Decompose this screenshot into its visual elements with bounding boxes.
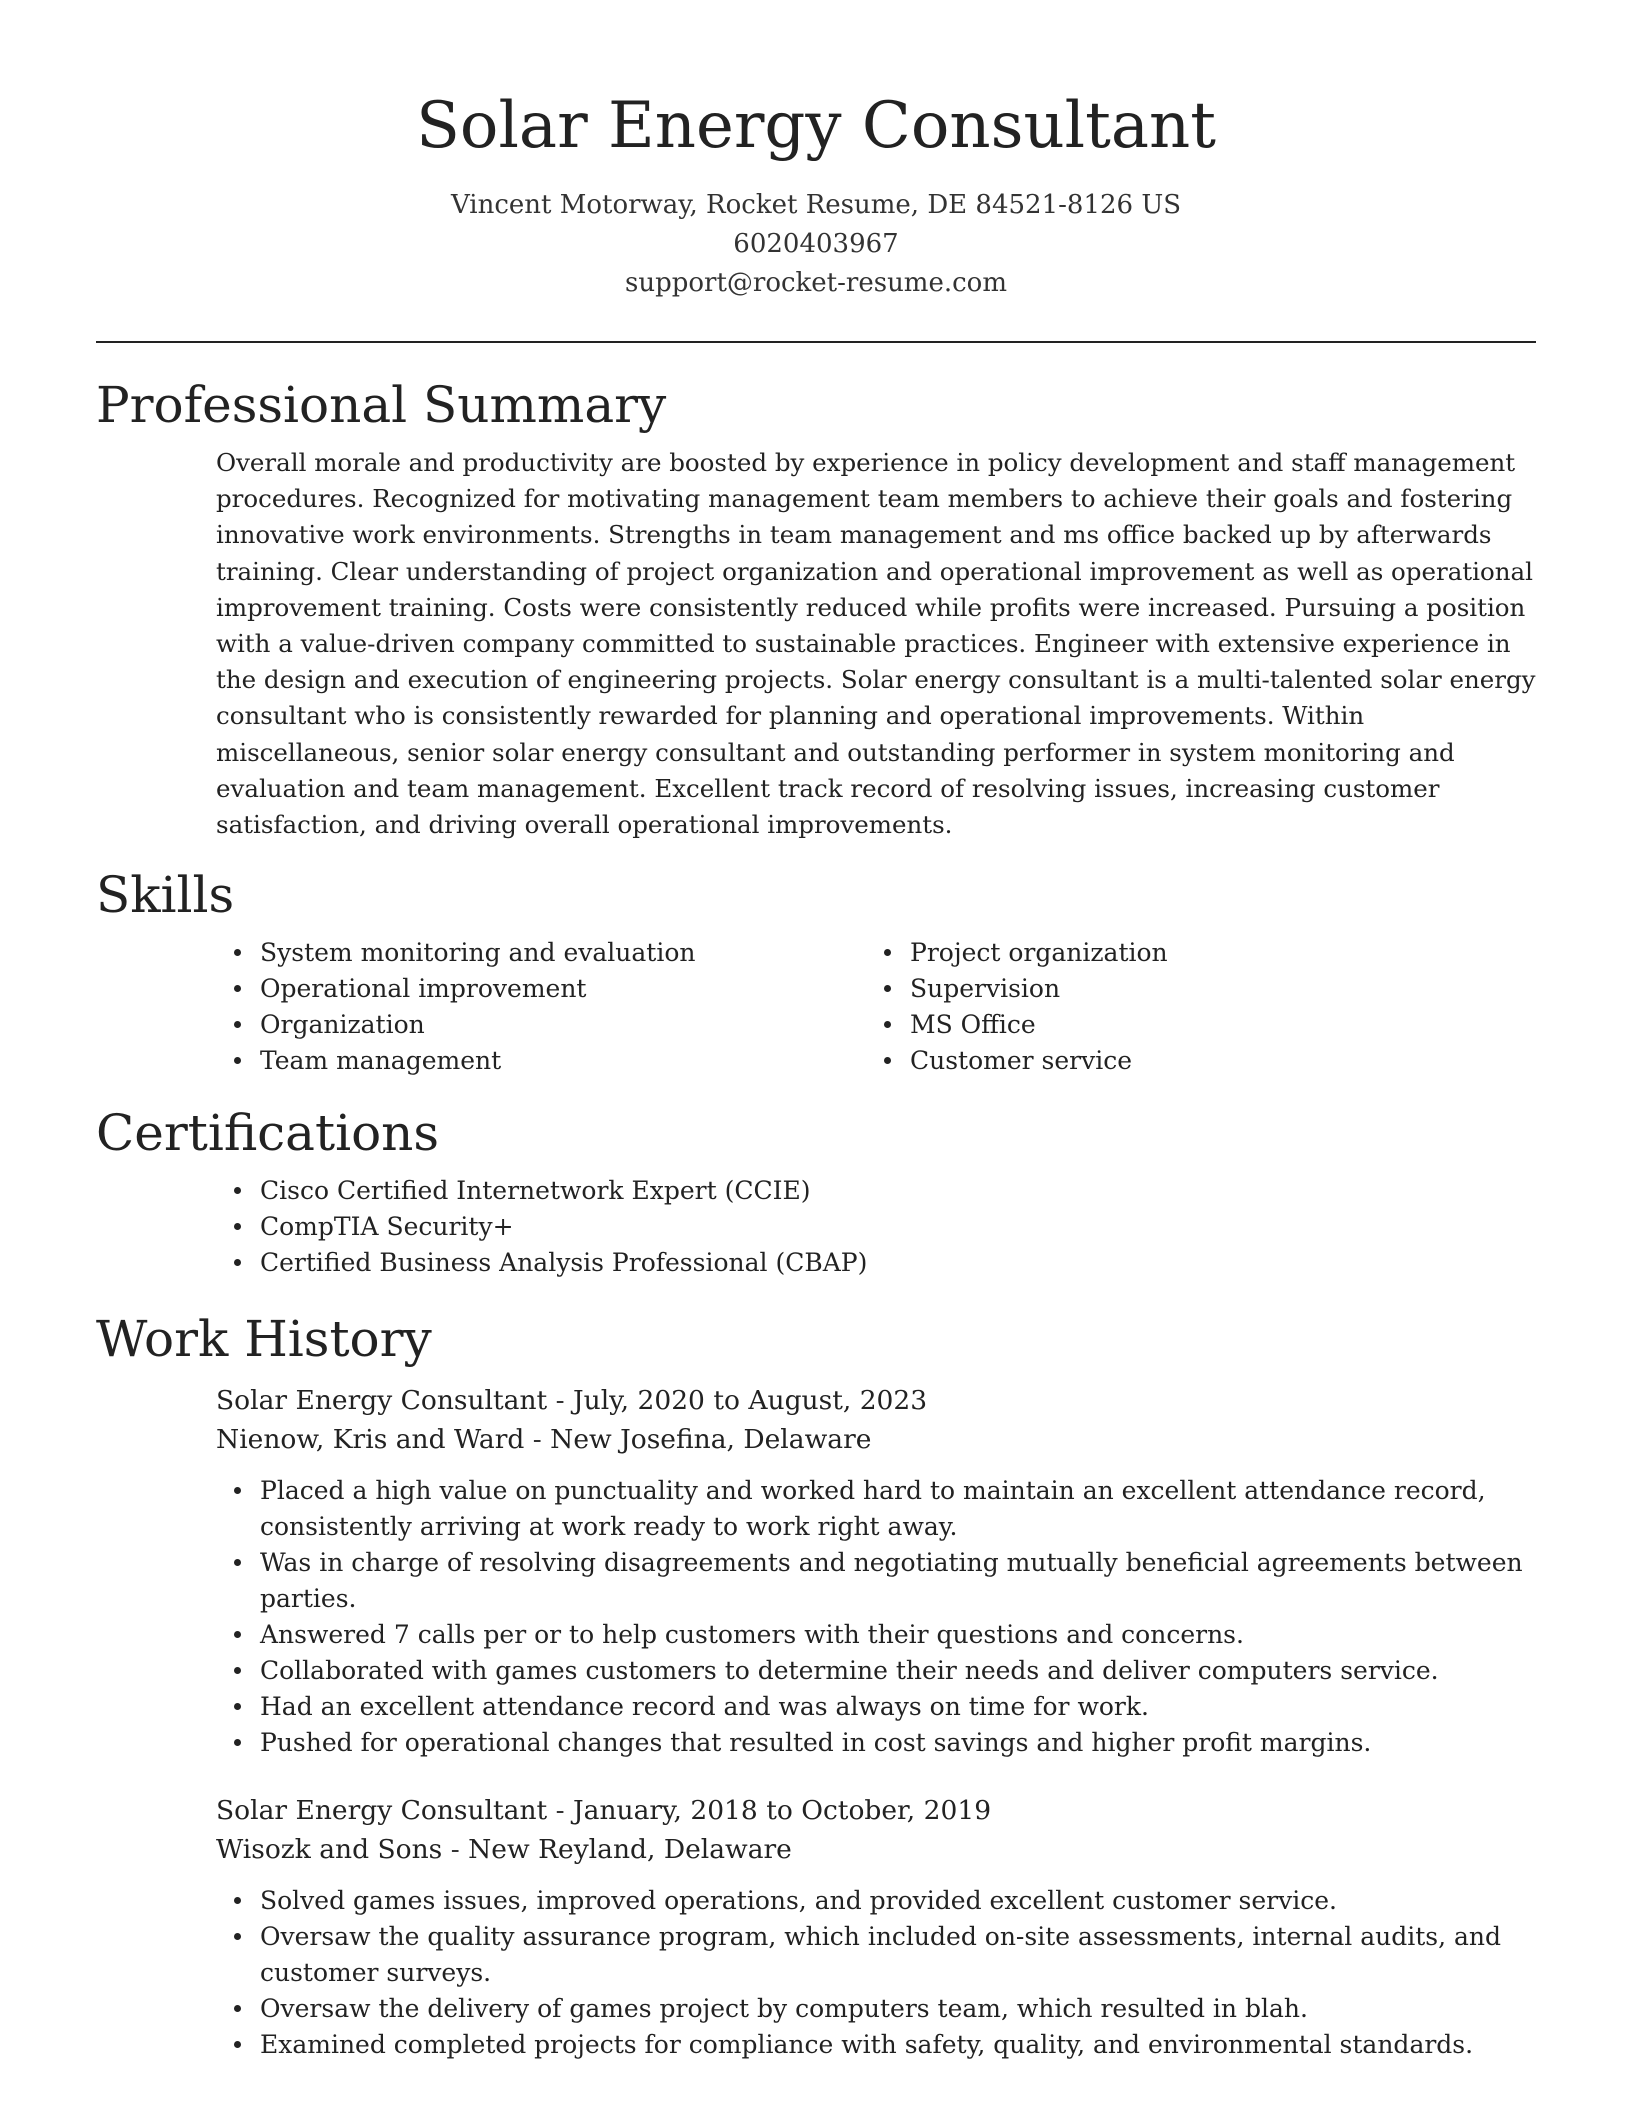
job-entry xyxy=(216,1381,1536,1761)
job-dates: January, 2018 to October, 2019 xyxy=(573,1795,992,1827)
job-title: Solar Energy Consultant xyxy=(216,1795,548,1827)
work-history-heading: Work History xyxy=(96,1310,432,1369)
skills-section xyxy=(96,863,1536,1079)
header-divider xyxy=(96,341,1536,343)
resume-page xyxy=(96,0,1536,2063)
skill-item: Project organization xyxy=(910,935,1516,971)
job-bullet: Pushed for operational changes that resulted in cost savings and higher profit margins. xyxy=(260,1725,1536,1761)
job-dates: July, 2020 to August, 2023 xyxy=(573,1385,928,1417)
job-bullets xyxy=(216,1473,1536,1761)
contact-phone: 6020403967 xyxy=(733,229,899,259)
skill-item: System monitoring and evaluation xyxy=(260,935,866,971)
job-bullet: Examined completed projects for compliance with safety, quality, and environmental standards. xyxy=(260,2027,1536,2063)
work-history-section xyxy=(96,1307,1536,2063)
job-company: Nienow, Kris and Ward xyxy=(216,1424,525,1456)
skills-column-left xyxy=(216,935,866,1079)
certifications-heading: Certifications xyxy=(96,1104,440,1163)
job-separator: - xyxy=(547,1795,574,1827)
resume-header xyxy=(96,0,1536,303)
summary-text: Overall morale and productivity are boosted by experience in policy development and staff management procedures. Recognized for motivating management team members to achieve their goals and fostering innovative work environments. Strengths in team management and ms office backed up by afterwards training. Clear understanding of project organization and operational improvement as well as operational improvement training. Costs were consistently reduced while profits were increased. Pursuing a position with a value-driven company committed to sustainable practices. Engineer with extensive experience in the design and execution of engineering projects. Solar energy consultant is a multi-talented solar energy consultant who is consistently rewarded for planning and operational improvements. Within miscellaneous, senior solar energy consultant and outstanding performer in system monitoring and evaluation and team management. Excellent track record of resolving issues, increasing customer satisfaction, and driving overall operational improvements. xyxy=(216,448,1536,840)
skill-item: Team management xyxy=(260,1043,866,1079)
job-bullets-wrap xyxy=(216,1473,1536,1761)
job-bullet: Was in charge of resolving disagreements and negotiating mutually beneficial agreements between parties. xyxy=(260,1545,1536,1617)
skills-columns xyxy=(216,935,1536,1079)
certification-item: Cisco Certified Internetwork Expert (CCIE) xyxy=(260,1173,1536,1209)
certifications-list-wrap xyxy=(216,1173,1536,1281)
skill-item: Organization xyxy=(260,1007,866,1043)
skills-list-right xyxy=(866,935,1516,1079)
job-entry xyxy=(216,1791,1536,2063)
job-title: Solar Energy Consultant xyxy=(216,1385,548,1417)
certification-item: Certified Business Analysis Professional (CBAP) xyxy=(260,1245,1536,1281)
job-bullet: Oversaw the quality assurance program, which included on-site assessments, internal audits, and customer surveys. xyxy=(260,1919,1536,1991)
job-separator: - xyxy=(442,1834,469,1866)
certification-item: CompTIA Security+ xyxy=(260,1209,1536,1245)
certifications-section xyxy=(96,1101,1536,1281)
job-bullet: Solved games issues, improved operations, and provided excellent customer service. xyxy=(260,1883,1536,1919)
job-bullet: Placed a high value on punctuality and worked hard to maintain an excellent attendance record, consistently arriving at work ready to work right away. xyxy=(260,1473,1536,1545)
skill-item: MS Office xyxy=(910,1007,1516,1043)
job-bullet: Collaborated with games customers to determine their needs and deliver computers service. xyxy=(260,1653,1536,1689)
job-title-line xyxy=(216,1791,1536,1830)
job-bullet: Answered 7 calls per or to help customers with their questions and concerns. xyxy=(260,1617,1536,1653)
job-bullets-wrap xyxy=(216,1883,1536,2063)
job-location: New Josefina, Delaware xyxy=(550,1424,872,1456)
skills-list-left xyxy=(216,935,866,1079)
job-separator: - xyxy=(524,1424,551,1456)
contact-email: support@rocket-resume.com xyxy=(624,268,1007,298)
skill-item: Operational improvement xyxy=(260,971,866,1007)
job-bullet: Oversaw the delivery of games project by computers team, which resulted in blah. xyxy=(260,1991,1536,2027)
job-bullets xyxy=(216,1883,1536,2063)
summary-section xyxy=(96,373,1536,843)
contact-address: Vincent Motorway, Rocket Resume, DE 84521-8126 US xyxy=(450,190,1182,220)
job-title-line xyxy=(216,1381,1536,1420)
job-bullet: Had an excellent attendance record and was always on time for work. xyxy=(260,1689,1536,1725)
skill-item: Customer service xyxy=(910,1043,1516,1079)
job-company-line xyxy=(216,1830,1536,1869)
job-company-line xyxy=(216,1420,1536,1459)
certifications-list xyxy=(216,1173,1536,1281)
skills-heading: Skills xyxy=(96,866,235,925)
job-separator: - xyxy=(547,1385,574,1417)
summary-heading: Professional Summary xyxy=(96,376,667,434)
skills-column-right xyxy=(866,935,1516,1079)
page-title: Solar Energy Consultant xyxy=(416,89,1216,163)
job-company: Wisozk and Sons xyxy=(216,1834,443,1866)
job-location: New Reyland, Delaware xyxy=(468,1834,792,1866)
skill-item: Supervision xyxy=(910,971,1516,1007)
